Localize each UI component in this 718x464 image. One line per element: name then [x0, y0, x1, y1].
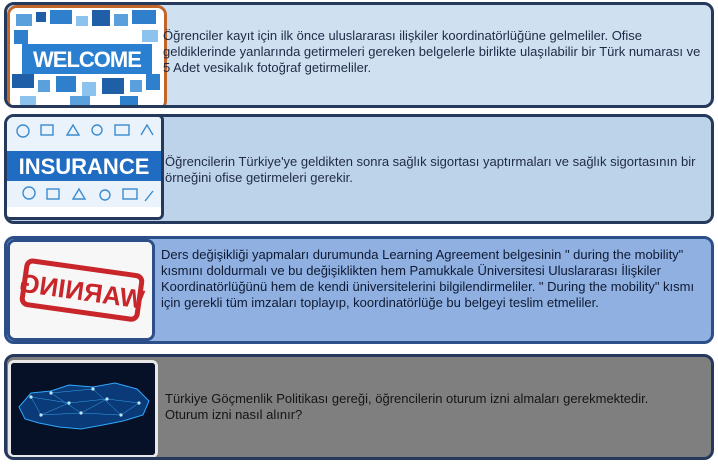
info-card-welcome [4, 2, 714, 108]
insurance-image [4, 114, 164, 220]
info-card-warning [4, 236, 714, 344]
turkey-network-map-graphic [11, 363, 155, 455]
warning-stamp-label: WARNING [17, 267, 147, 315]
welcome-graphic [10, 8, 164, 108]
insurance-graphic [7, 117, 161, 217]
insurance-image-label: INSURANCE [18, 154, 150, 179]
residence-permit-text: Türkiye Göçmenlik Politikası gereği, öğrencilerin oturum izni almaları gerekmektedir. Oturum izni nasıl alınır? [165, 391, 649, 422]
insurance-text: Öğrencilerin Türkiye'ye geldikten sonra sağlık sigortası yaptırmaları ve sağlık sigortasının bir örneğini ofise getirmeleri gerekir. [165, 154, 696, 185]
welcome-text: Öğrenciler kayıt için ilk önce uluslararası ilişkiler koordinatörlüğüne gelmeliler. Ofise geldiklerinde yanlarında getirmeleri gereken belgelerle birlikte ulaşılabilir bir Türk numarası ve 5 Adet vesikalık fotoğraf getirmeliler. [163, 28, 701, 75]
warning-text: Ders değişikliği yapmaları durumunda Learning Agreement belgesinin " during the mobility" kısmını doldurmalı ve bu değişiklikten hem Pamukkale Üniversitesi Uluslararası İlişkiler Koordinatörlüğünü hem de kendi üniversitelerini bilgilendirmeliler. " During the mobility" kısmı için gerekli tüm imzaları toplayıp, koordinatörlüğe bu belgeyi teslim etmeliler. [161, 247, 695, 310]
welcome-image-label: WELCOME [33, 47, 141, 72]
warning-stamp-graphic [10, 242, 152, 338]
welcome-image [7, 5, 167, 108]
turkey-network-map-image [8, 360, 158, 458]
info-card-residence [4, 354, 714, 460]
info-card-insurance [4, 114, 714, 224]
warning-stamp-image [7, 239, 155, 341]
